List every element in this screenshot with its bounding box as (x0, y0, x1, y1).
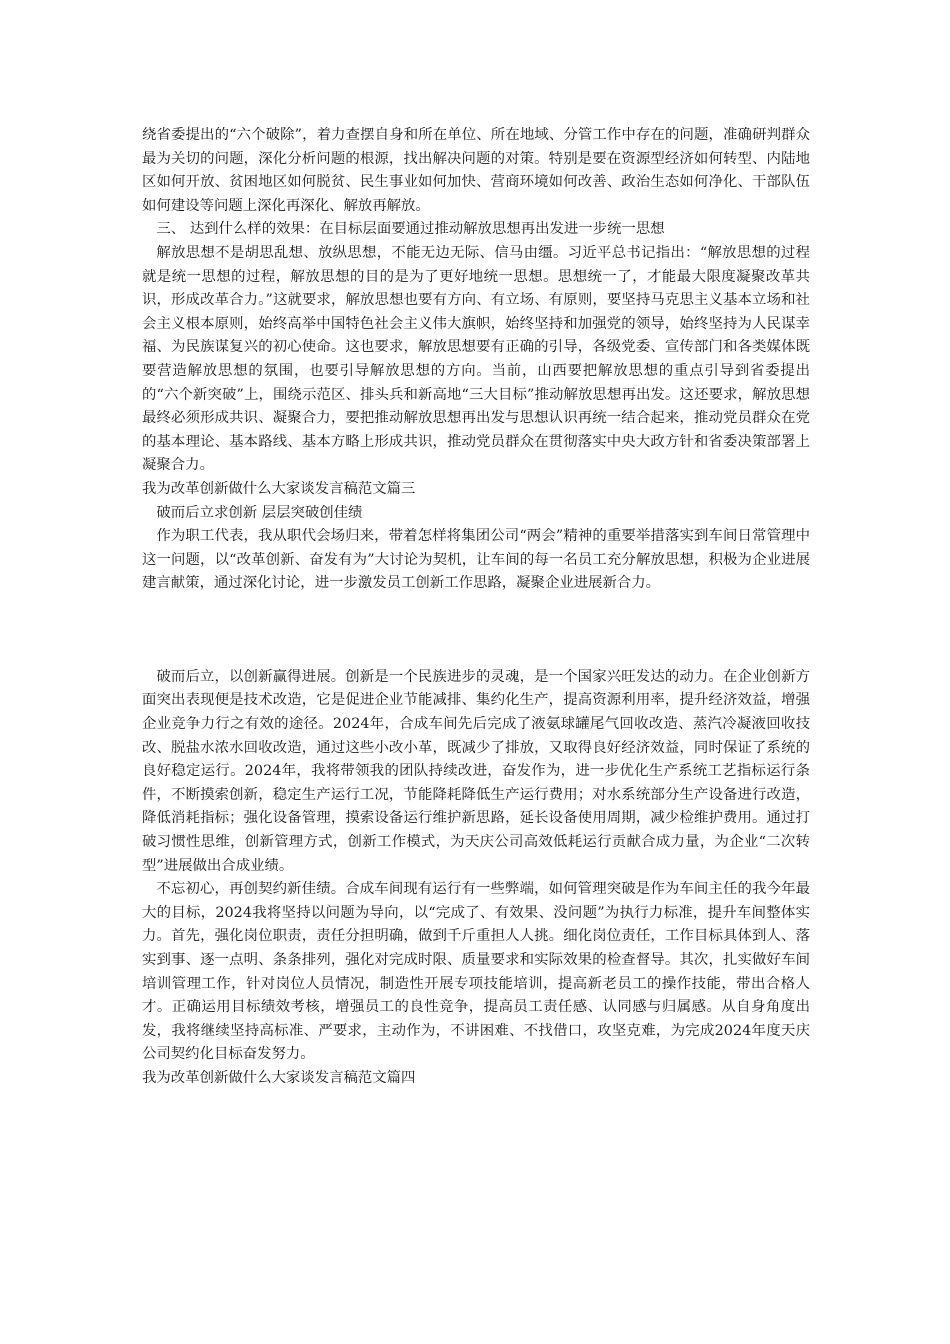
section-title-part-four: 我为改革创新做什么大家谈发言稿范文篇四 (142, 1069, 416, 1086)
blank-space (142, 596, 810, 666)
paragraph-original-intention: 不忘初心，再创契约新佳绩。合成车间现有运行有一些弊端，如何管理突破是作为车间主任的我今年最大的目标，2024我将坚持以问题为导向，以“完成了、有效果、没问题”为执行力标准，提升车间整体实力。首先，强化岗位职责，责任分担明确，做到千斤重担人人挑。细化岗位责任，工作目标具体到人、落实到事、逐一点明、条条排列，强化对完成时限、质量要求和实际效果的检查督导。其次，扎实做好车间培训管理工作，针对岗位人员情况，制造性开展专项技能培训，提高新老员工的操作技能，带出合格人才。正确运用目标绩效考核，增强员工的良性竞争，提高员工责任感、认同感与归属感。从自身角度出发，我将继续坚持高标准、严要求，主动作为，不讲困难、不找借口，攻坚克难，为完成2024年度天庆公司契约化目标奋发努力。 (142, 881, 810, 1063)
paragraph-emancipate-thought: 解放思想不是胡思乱想、放纵思想，不能无边无际、信马由缰。习近平总书记指出：“解放思想的过程就是统一思想的过程，解放思想的目的是为了更好地统一思想。思想统一了，才能最大限度凝聚改革共识，形成改革合力。”这就要求，解放思想也要有方向、有立场、有原则，要坚持马克思主义基本立场和社会主义根本原则，始终高举中国特色社会主义伟大旗帜，始终坚持和加强党的领导，始终坚持为人民谋幸福、为民族谋复兴的初心使命。这也要求，解放思想要有正确的引导，各级党委、宣传部门和各类媒体既要营造解放思想的氛围，也要引导解放思想的方向。当前，山西要把解放思想的重点引导到省委提出的“六个新突破”上，围绕示范区、排头兵和新高地“三大目标”推动解放思想再出发。这还要求，解放思想最终必须形成共识、凝聚合力，要把推动解放思想再出发与思想认识再统一结合起来，推动党员群众在党的基本理论、基本路线、基本方略上形成共识，推动党员群众在贯彻落实中央大政方针和省委决策部署上凝聚合力。 (142, 244, 810, 474)
subtitle-innovation: 破而后立求创新 层层突破创佳绩 (156, 504, 363, 521)
paragraph-innovation-progress: 破而后立，以创新赢得进展。创新是一个民族进步的灵魂，是一个国家兴旺发达的动力。在企业创新方面突出表现便是技术改造，它是促进企业节能减排、集约化生产，提高资源利用率，提升经济效益，增强企业竞争力行之有效的途径。2024年，合成车间先后完成了液氨球罐尾气回收改造、蒸汽冷凝液回收技改、脱盐水浓水回收改造，通过这些小改小革，既减少了排放，又取得良好经济效益，同时保证了系统的良好稳定运行。2024年，我将带领我的团队持续改进，奋发作为，进一步优化生产系统工艺指标运行条件，不断摸索创新，稳定生产运行工况，节能降耗降低生产运行费用；对水系统部分生产设备进行改造，降低消耗指标；强化设备管理，摸索设备运行维护新思路，延长设备使用周期，减少检维护费用。通过打破习惯性思维，创新管理方式，创新工作模式，为天庆公司高效低耗运行贡献合成力量，为企业“二次转型”进展做出合成业绩。 (142, 668, 810, 874)
heading-part-three: 三、 达到什么样的效果：在目标层面要通过推动解放思想再出发进一步统一思想 (156, 221, 665, 238)
paragraph-six-breakthroughs: 绕省委提出的“六个破除”，着力查摆自身和所在单位、所在地域、分管工作中存在的问题，准确研判群众最为关切的问题，深化分析问题的根源，找出解决问题的对策。特别是要在资源型经济如何转型、内陆地区如何开放、贫困地区如何脱贫、民生事业如何加快、营商环境如何改善、政治生态如何净化、干部队伍如何建设等问题上深化再深化、解放再解放。 (142, 127, 810, 214)
paragraph-worker-representative: 作为职工代表，我从职代会场归来，带着怎样将集团公司“两会”精神的重要举措落实到车间日常管理中这一问题，以“改革创新、奋发有为”大讨论为契机，让车间的每一名员工充分解放思想，积极为企业进展建言献策，通过深化讨论，进一步激发员工创新工作思路，凝聚企业进展新合力。 (142, 528, 810, 592)
document-page (142, 124, 810, 1091)
section-title-part-three: 我为改革创新做什么大家谈发言稿范文篇三 (142, 480, 416, 497)
